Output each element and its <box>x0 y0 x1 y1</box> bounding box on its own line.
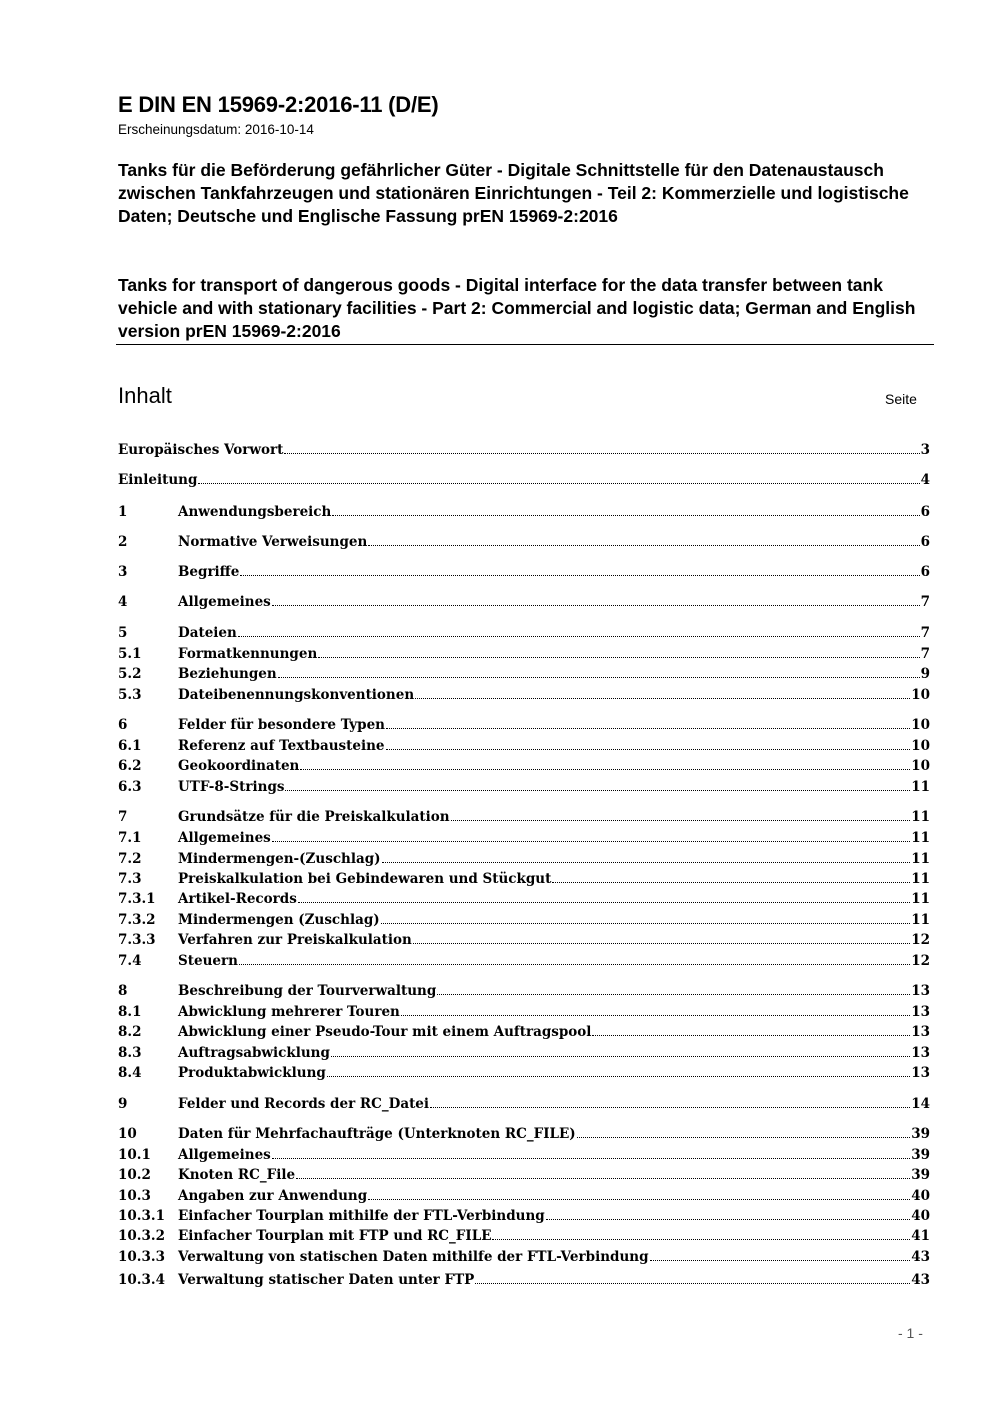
toc-dot-leader <box>386 749 911 750</box>
document-title: E DIN EN 15969-2:2016-11 (D/E) <box>118 92 439 117</box>
toc-dot-leader <box>284 453 919 454</box>
toc-dot-leader <box>278 677 920 678</box>
toc-entry-page: 40 <box>911 1188 930 1204</box>
toc-entry-number: 4 <box>118 594 128 610</box>
toc-entry[interactable] <box>118 1043 930 1063</box>
toc-entry-title: Dateien <box>178 625 237 641</box>
toc-dot-leader <box>285 790 910 791</box>
toc-entry-title: Mindermengen-(Zuschlag) <box>178 851 381 867</box>
toc-dot-leader <box>650 1260 911 1261</box>
toc-dot-leader <box>552 882 910 883</box>
toc-entry[interactable] <box>118 756 930 776</box>
toc-page-column-label: Seite <box>885 391 917 407</box>
toc-entry-number: 6.3 <box>118 779 142 795</box>
toc-entry-page: 13 <box>911 1065 930 1081</box>
toc-entry-number: 6.2 <box>118 758 142 774</box>
toc-entry-page: 40 <box>911 1208 930 1224</box>
toc-heading: Inhalt <box>118 383 172 408</box>
toc-entry-number: 8.4 <box>118 1065 142 1081</box>
toc-dot-leader <box>272 605 920 606</box>
toc-dot-leader <box>368 545 919 546</box>
toc-entry-page: 43 <box>911 1272 930 1288</box>
toc-entry-page: 4 <box>920 472 930 488</box>
toc-entry-title: UTF-8-Strings <box>178 779 285 795</box>
toc-entry-number: 10.1 <box>118 1147 151 1163</box>
toc-entry-number: 10.3.1 <box>118 1208 165 1224</box>
toc-entry-number: 3 <box>118 564 128 580</box>
toc-dot-leader <box>239 964 910 965</box>
toc-entry[interactable] <box>118 807 930 827</box>
toc-entry-number: 6.1 <box>118 738 142 754</box>
toc-entry[interactable] <box>118 623 930 643</box>
toc-entry-number: 8.2 <box>118 1024 142 1040</box>
publication-date: Erscheinungsdatum: 2016-10-14 <box>118 122 314 137</box>
toc-entry-page: 12 <box>911 932 930 948</box>
toc-entry[interactable] <box>118 951 930 971</box>
toc-dot-leader <box>300 769 910 770</box>
toc-entry-number: 7 <box>118 809 128 825</box>
toc-entry-title: Angaben zur Anwendung <box>178 1188 368 1204</box>
toc-entry-title: Felder und Records der RC_Datei <box>178 1096 430 1112</box>
toc-dot-leader <box>401 1015 910 1016</box>
toc-entry-number: 7.3.1 <box>118 891 156 907</box>
toc-dot-leader <box>546 1219 910 1220</box>
toc-entry-page: 11 <box>911 809 930 825</box>
toc-dot-leader <box>437 994 910 995</box>
toc-dot-leader <box>368 1199 910 1200</box>
toc-entry[interactable] <box>118 889 930 909</box>
toc-dot-leader <box>592 1035 910 1036</box>
toc-entry-number: 8 <box>118 983 128 999</box>
toc-dot-leader <box>240 575 919 576</box>
toc-entry-title: Normative Verweisungen <box>178 534 368 550</box>
toc-entry-title: Europäisches Vorwort <box>118 442 284 458</box>
toc-entry[interactable] <box>118 592 930 612</box>
toc-entry-number: 10.3.3 <box>118 1249 165 1265</box>
toc-entry[interactable] <box>118 664 930 684</box>
toc-entry-page: 11 <box>911 871 930 887</box>
toc-entry-title: Preiskalkulation bei Gebindewaren und Stückgut <box>178 871 552 887</box>
toc-entry[interactable] <box>118 502 930 522</box>
toc-entry[interactable] <box>118 1270 930 1290</box>
toc-dot-leader <box>413 943 910 944</box>
toc-entry-number: 10.2 <box>118 1167 151 1183</box>
toc-entry-number: 7.4 <box>118 953 142 969</box>
toc-entry-number: 7.3 <box>118 871 142 887</box>
toc-entry-page: 39 <box>911 1167 930 1183</box>
toc-entry[interactable] <box>118 1165 930 1185</box>
toc-dot-leader <box>332 515 919 516</box>
toc-entry-page: 10 <box>911 758 930 774</box>
page-number: - 1 - <box>898 1325 923 1341</box>
toc-entry-page: 6 <box>920 564 930 580</box>
german-title: Tanks für die Beförderung gefährlicher Güter - Digitale Schnittstelle für den Datenaustausch zwischen Tankfahrzeugen und stationären Einrichtungen - Teil 2: Kommerzielle und logistische Daten; Deutsche und Englische Fassung prEN 15969-2:2016 <box>118 160 909 226</box>
english-title: Tanks for transport of dangerous goods - Digital interface for the data transfer between tank vehicle and with stationary facilities - Part 2: Commercial and logistic data; German and English version prEN 15969-2:2016 <box>118 275 916 341</box>
toc-entry-page: 39 <box>911 1126 930 1142</box>
toc-entry[interactable] <box>118 1124 930 1144</box>
toc-entry-title: Allgemeines <box>178 594 271 610</box>
toc-dot-leader <box>381 923 911 924</box>
toc-dot-leader <box>415 698 910 699</box>
toc-entry[interactable] <box>118 910 930 930</box>
toc-entry-page: 14 <box>911 1096 930 1112</box>
toc-entry-page: 7 <box>920 625 930 641</box>
toc-entry[interactable] <box>118 1022 930 1042</box>
toc-entry[interactable] <box>118 930 930 950</box>
toc-entry[interactable] <box>118 828 930 848</box>
toc-entry-number: 5.2 <box>118 666 142 682</box>
toc-entry-title: Allgemeines <box>178 1147 271 1163</box>
toc-entry-page: 12 <box>911 953 930 969</box>
toc-entry-page: 7 <box>920 646 930 662</box>
toc-entry[interactable] <box>118 1063 930 1083</box>
toc-entry[interactable] <box>118 644 930 664</box>
toc-entry-number: 2 <box>118 534 128 550</box>
toc-entry-number: 10 <box>118 1126 137 1142</box>
toc-dot-leader <box>272 841 910 842</box>
title-divider <box>116 344 934 345</box>
toc-entry-title: Geokoordinaten <box>178 758 300 774</box>
toc-entry-title: Daten für Mehrfachaufträge (Unterknoten RC_FILE) <box>178 1126 576 1142</box>
toc-entry-page: 11 <box>911 912 930 928</box>
toc-entry[interactable] <box>118 1186 930 1206</box>
toc-entry[interactable] <box>118 715 930 735</box>
toc-entry-page: 13 <box>911 983 930 999</box>
toc-entry-number: 7.2 <box>118 851 142 867</box>
toc-entry[interactable] <box>118 1002 930 1022</box>
toc-entry-page: 39 <box>911 1147 930 1163</box>
toc-entry-page: 9 <box>920 666 930 682</box>
toc-dot-leader <box>272 1158 910 1159</box>
toc-entry-title: Formatkennungen <box>178 646 318 662</box>
toc-entry-number: 8.3 <box>118 1045 142 1061</box>
toc-entry-title: Abwicklung mehrerer Touren <box>178 1004 400 1020</box>
toc-entry-number: 5 <box>118 625 128 641</box>
toc-entry-title: Beschreibung der Tourverwaltung <box>178 983 437 999</box>
toc-dot-leader <box>430 1107 910 1108</box>
toc-entry[interactable] <box>118 869 930 889</box>
toc-entry-page: 6 <box>920 504 930 520</box>
toc-entry-title: Knoten RC_File <box>178 1167 296 1183</box>
toc-entry[interactable] <box>118 1226 930 1246</box>
toc-entry-number: 7.3.3 <box>118 932 156 948</box>
toc-entry-number: 10.3 <box>118 1188 151 1204</box>
toc-entry-title: Mindermengen (Zuschlag) <box>178 912 380 928</box>
toc-entry-title: Anwendungsbereich <box>178 504 332 520</box>
toc-entry[interactable] <box>118 562 930 582</box>
toc-entry-number: 1 <box>118 504 128 520</box>
toc-entry-title: Felder für besondere Typen <box>178 717 385 733</box>
toc-entry-number: 5.3 <box>118 687 142 703</box>
toc-entry-page: 13 <box>911 1024 930 1040</box>
toc-entry[interactable] <box>118 736 930 756</box>
toc-entry-page: 11 <box>911 830 930 846</box>
toc-entry-page: 11 <box>911 851 930 867</box>
toc-entry-title: Einleitung <box>118 472 198 488</box>
toc-entry-title: Begriffe <box>178 564 240 580</box>
toc-entry-title: Dateibenennungskonventionen <box>178 687 415 703</box>
toc-entry-page: 10 <box>911 738 930 754</box>
toc-dot-leader <box>475 1283 910 1284</box>
toc-entry[interactable] <box>118 1247 930 1267</box>
toc-entry-title: Verwaltung von statischen Daten mithilfe der FTL-Verbindung <box>178 1249 649 1265</box>
toc-entry[interactable] <box>118 470 930 490</box>
toc-entry-title: Allgemeines <box>178 830 271 846</box>
toc-entry-title: Verwaltung statischer Daten unter FTP <box>178 1272 475 1288</box>
toc-dot-leader <box>198 483 919 484</box>
toc-entry-number: 5.1 <box>118 646 142 662</box>
toc-entry-page: 13 <box>911 1004 930 1020</box>
toc-entry-page: 6 <box>920 534 930 550</box>
toc-entry-title: Verfahren zur Preiskalkulation <box>178 932 412 948</box>
toc-entry-number: 8.1 <box>118 1004 142 1020</box>
toc-entry-title: Auftragsabwicklung <box>178 1045 330 1061</box>
toc-entry-number: 10.3.4 <box>118 1272 165 1288</box>
toc-dot-leader <box>298 902 910 903</box>
toc-entry[interactable] <box>118 849 930 869</box>
toc-entry-number: 9 <box>118 1096 128 1112</box>
toc-entry[interactable] <box>118 685 930 705</box>
toc-entry[interactable] <box>118 440 930 460</box>
toc-dot-leader <box>577 1137 911 1138</box>
toc-dot-leader <box>331 1056 910 1057</box>
toc-entry[interactable] <box>118 1094 930 1114</box>
toc-entry-page: 43 <box>911 1249 930 1265</box>
toc-entry-page: 7 <box>920 594 930 610</box>
toc-entry-title: Abwicklung einer Pseudo-Tour mit einem Auftragspool <box>178 1024 592 1040</box>
toc-dot-leader <box>386 728 910 729</box>
toc-dot-leader <box>327 1076 910 1077</box>
toc-dot-leader <box>318 657 919 658</box>
toc-dot-leader <box>296 1178 910 1179</box>
toc-entry-number: 6 <box>118 717 128 733</box>
toc-entry-title: Einfacher Tourplan mit FTP und RC_FILE <box>178 1228 492 1244</box>
toc-entry-number: 7.1 <box>118 830 142 846</box>
toc-entry-number: 10.3.2 <box>118 1228 165 1244</box>
toc-entry-page: 13 <box>911 1045 930 1061</box>
toc-entry-page: 10 <box>911 717 930 733</box>
toc-entry[interactable] <box>118 532 930 552</box>
toc-entry-title: Beziehungen <box>178 666 277 682</box>
toc-entry-title: Artikel-Records <box>178 891 297 907</box>
toc-entry[interactable] <box>118 777 930 797</box>
toc-entry-page: 3 <box>920 442 930 458</box>
toc-entry[interactable] <box>118 1206 930 1226</box>
toc-entry-title: Referenz auf Textbausteine <box>178 738 385 754</box>
toc-dot-leader <box>238 636 920 637</box>
toc-entry-page: 11 <box>911 891 930 907</box>
toc-entry-title: Steuern <box>178 953 238 969</box>
toc-entry-page: 41 <box>911 1228 930 1244</box>
toc-entry-page: 11 <box>911 779 930 795</box>
toc-entry-number: 7.3.2 <box>118 912 156 928</box>
toc-entry-page: 10 <box>911 687 930 703</box>
toc-entry[interactable] <box>118 981 930 1001</box>
toc-entry-title: Produktabwicklung <box>178 1065 326 1081</box>
toc-dot-leader <box>382 862 911 863</box>
toc-entry-title: Einfacher Tourplan mithilfe der FTL-Verbindung <box>178 1208 545 1224</box>
toc-entry-title: Grundsätze für die Preiskalkulation <box>178 809 450 825</box>
toc-dot-leader <box>492 1239 910 1240</box>
toc-dot-leader <box>451 820 911 821</box>
toc-entry[interactable] <box>118 1145 930 1165</box>
